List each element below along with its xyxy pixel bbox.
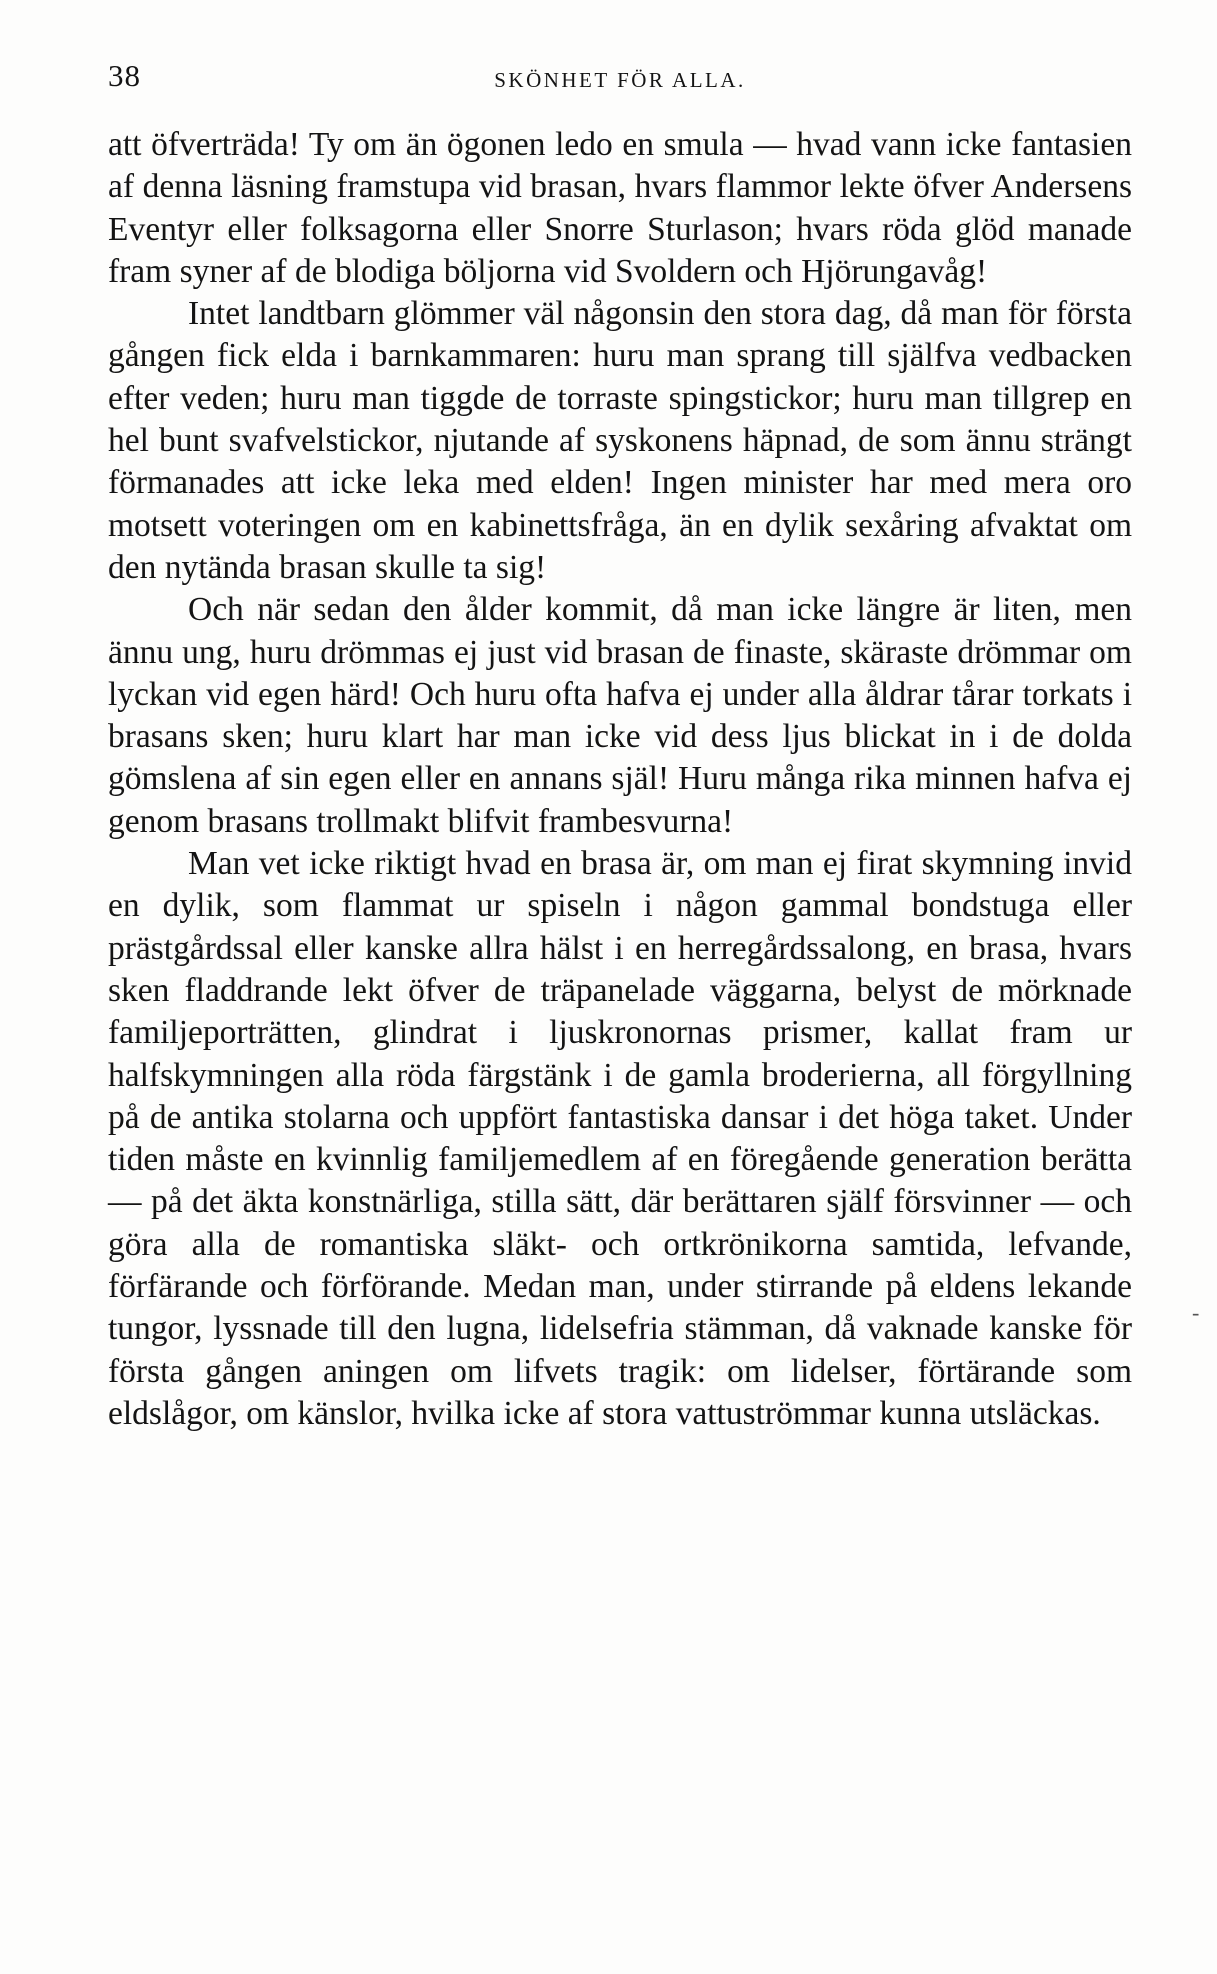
margin-mark: - bbox=[1192, 1300, 1200, 1325]
body-text bbox=[108, 124, 1132, 1435]
paragraph-4: Man vet icke riktigt hvad en brasa är, om man ej firat skymning invid en dylik, som flammat ur spiseln i någon gammal bondstuga eller prästgårdssal eller kanske allra hälst i en herregårdssalong, en brasa, hvars sken fladdrande lekt öfver de träpanelade väggarna, belyst de mörknade familjeporträtten, glindrat i ljuskronornas prismer, kallat fram ur halfskymningen alla röda färgstänk i de gamla broderierna, all förgyllning på de antika stolarna och uppfört fantastiska dansar i det höga taket. Under tiden måste en kvinnlig familjemedlem af en föregående generation berätta — på det äkta konstnärliga, stilla sätt, där berättaren själf försvinner — och göra alla de romantiska släkt- och ortkrönikorna samtida, lefvande, förfärande och förförande. Medan man, under stirrande på eldens lekande tungor, lyssnade till den lugna, lidelsefria stämman, då vaknade kanske för första gången aningen om lifvets tragik: om lidelser, förtärande som eldslågor, om känslor, hvilka icke af stora vattuströmmar kunna utsläckas. bbox=[108, 845, 1132, 1432]
running-title: SKÖNHET FÖR ALLA. bbox=[494, 68, 746, 92]
page-number: 38 bbox=[108, 58, 141, 93]
paragraph-3: Och när sedan den ålder kommit, då man icke längre är liten, men ännu ung, huru drömmas ej just vid brasan de finaste, skäraste drömmar om lyckan vid egen härd! Och huru ofta hafva ej under alla åldrar tårar torkats i brasans sken; huru klart har man icke vid dess ljus blickat in i de dolda gömslena af sin egen eller en annans själ! Huru många rika minnen hafva ej genom brasans trollmakt blifvit frambesvurna! bbox=[108, 591, 1132, 840]
paragraph-2: Intet landtbarn glömmer väl någonsin den stora dag, då man för första gången fick elda i barnkammaren: huru man sprang till själfva vedbacken efter veden; huru man tiggde de torraste spingstickor; huru man tillgrep en hel bunt svafvelstickor, njutande af syskonens häpnad, de som ännu strängt förmanades att icke leka med elden! Ingen minister har med mera oro motsett voteringen om en kabinettsfråga, än en dylik sexåring afvaktat om den nytända brasan skulle ta sig! bbox=[108, 295, 1132, 586]
page-header bbox=[108, 52, 1132, 100]
paragraph-1: att öfverträda! Ty om än ögonen ledo en smula — hvad vann icke fantasien af denna läsning framstupa vid brasan, hvars flammor lekte öfver Andersens Eventyr eller folksagorna eller Snorre Sturlason; hvars röda glöd manade fram syner af de blodiga böljorna vid Svoldern och Hjörungavåg! bbox=[108, 126, 1132, 290]
